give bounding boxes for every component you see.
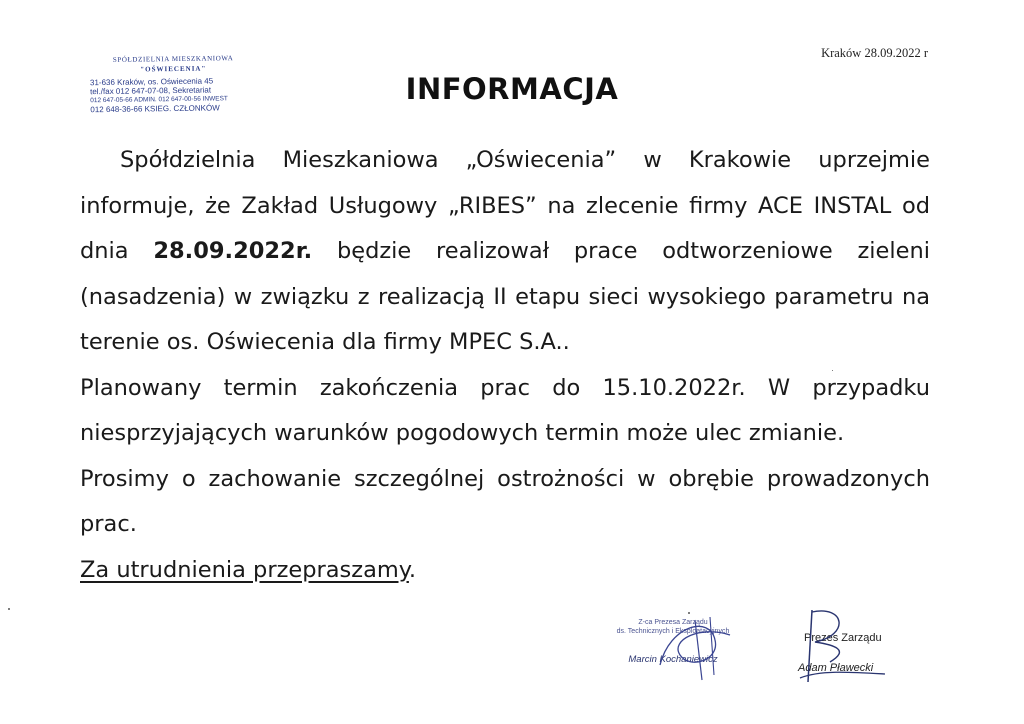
stamp-address-line: tel./fax 012 647-07-08, Sekretariat [90,85,212,97]
scan-speck [688,612,690,614]
stamp-name-line1: SPÓŁDZIELNIA MIESZKANIOWA [112,54,234,64]
signature-title-line: Z-ca Prezesa Zarządu [638,619,708,626]
signature-name: Adam Pławecki [798,662,874,674]
notice-paragraph-2: Planowany termin zakończenia prac do 15.10.2022r. W przypadku niesprzyjających warunków pogodowych termin może ulec zmianie. [80,374,930,446]
paragraph-1-text-b: będzie realizował prace odtworzeniowe zieleni (nasadzenia) w związku z realizacją II etapu sieci wysokiego parametru na terenie os. Oświecenia dla firmy MPEC S.A.. [80,238,930,355]
stamp-name-line2: "OŚWIECENIA" [140,64,207,74]
signature-name: Marcin Kochaniewicz [628,654,718,665]
place-date: Kraków 28.09.2022 r [821,46,928,60]
notice-paragraph-1 [80,138,930,366]
paragraph-1-text-a: Spółdzielnia Mieszkaniowa „Oświecenia” w Krakowie uprzejmie informuje, że Zakład Usługowy „RIBES” na zlecenie firmy ACE INSTAL od dnia [80,147,930,264]
signature-deputy-chairman [578,618,768,665]
apology-text: Za utrudnienia przepraszamy [80,556,409,583]
notice-body [80,138,930,593]
notice-closing [80,548,930,594]
start-date: 28.09.2022r. [153,238,313,264]
apology-period: . [408,556,417,583]
scan-speck [8,608,10,610]
signature-title: Prezes Zarządu [804,632,882,644]
signature-chairman [778,632,928,674]
stamp-address-line: 31-636 Kraków, os. Oświecenia 45 [89,76,214,88]
notice-paragraph-3: Prosimy o zachowanie szczególnej ostrożności w obrębie prowadzonych prac. [80,465,930,537]
stamp-address-line: 012 648-36-66 KSIEG. CZŁONKÓW [90,103,220,115]
page-title: INFORMACJA [405,72,619,106]
scan-speck [832,370,833,371]
signature-title-line: ds. Technicznych i Eksploatacyjnych [616,628,730,635]
stamp-address-line: 012 647-05-66 ADMIN. 012 647-00-56 INWEST [90,95,228,105]
